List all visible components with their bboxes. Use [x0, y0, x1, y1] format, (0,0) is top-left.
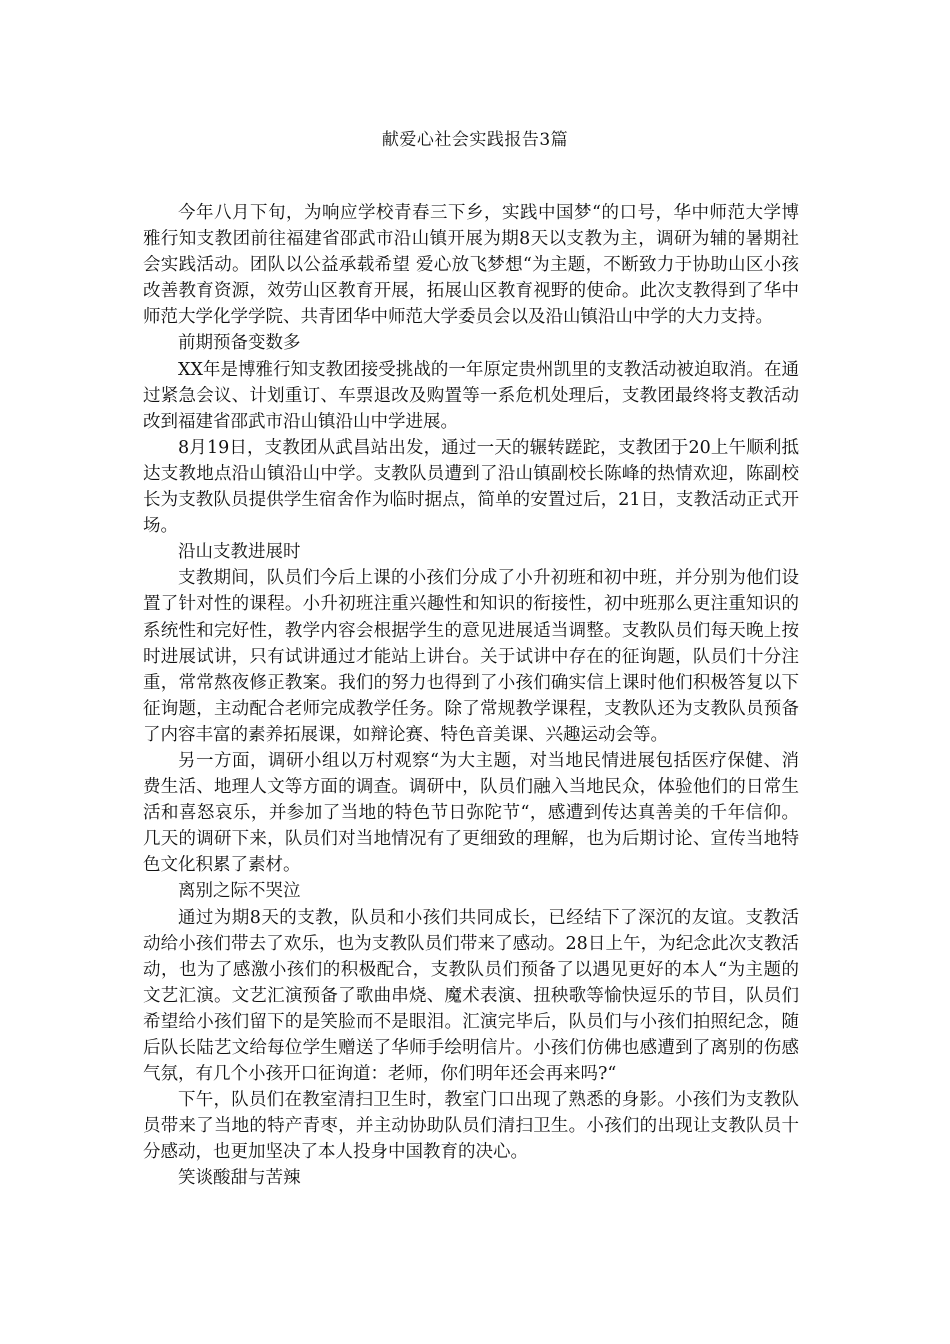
section-heading-preparation: 前期预备变数多	[178, 333, 301, 354]
teaching-paragraph-1: 支教期间，队员们今后上课的小孩们分成了小升初班和初中班，并分别为他们设置了针对性的课程。小升初班注重兴趣性和知识的衔接性，初中班那么更注重知识的系统性和完好性，教学内容会根据学生的意见进展适当调整。支教队员们每天晚上按时进展试讲，只有试讲通过才能站上讲台。关于试讲中存在的征询题，队员们十分注重，常常熬夜修正教案。我们的努力也得到了小孩们确实信上课时他们积极答复以下征询题，主动配合老师完成教学任务。除了常规教学课程，支教队还为支教队员预备了内容丰富的素养拓展课，如辩论赛、特色音美课、兴趣运动会等。	[143, 568, 799, 745]
teaching-paragraph-2: 另一方面，调研小组以万村观察“为大主题，对当地民情进展包括医疗保健、消费生活、地理人文等方面的调查。调研中，队员们融入当地民众，体验他们的日常生活和喜怒哀乐，并参加了当地的特色节日弥陀节“，感遭到传达真善美的千年信仰。几天的调研下来，队员们对当地情况有了更细致的理解，也为后期讨论、宣传当地特色文化积累了素材。	[143, 750, 799, 876]
section-heading-teaching: 沿山支教进展时	[178, 542, 301, 563]
preparation-paragraph-2: 8月19日，支教团从武昌站出发，通过一天的辗转蹉跎，支教团于20上午顺利抵达支教地点沿山镇沿山中学。支教队员遭到了沿山镇副校长陈峰的热情欢迎，陈副校长为支教队员提供学生宿舍作为临时据点，简单的安置过后，21日，支教活动正式开场。	[143, 437, 799, 537]
document-body	[143, 200, 799, 1192]
farewell-paragraph-2: 下午，队员们在教室清扫卫生时，教室门口出现了熟悉的身影。小孩们为支教队员带来了当地的特产青枣，并主动协助队员们清扫卫生。小孩们的出现让支教队员十分感动，也更加坚决了本人投身中国教育的决心。	[143, 1090, 799, 1163]
section-heading-reflection: 笑谈酸甜与苦辣	[178, 1168, 301, 1189]
intro-paragraph: 今年八月下旬，为响应学校青春三下乡，实践中国梦“的口号，华中师范大学博雅行知支教团前往福建省邵武市沿山镇开展为期8天以支教为主，调研为辅的暑期社会实践活动。团队以公益承载希望 爱心放飞梦想“为主题，不断致力于协助山区小孩改善教育资源，效劳山区教育开展，拓展山区教育视野的使命。此次支教得到了华中师范大学化学学院、共青团华中师范大学委员会以及沿山镇沿山中学的大力支持。	[143, 203, 799, 328]
farewell-paragraph-1: 通过为期8天的支教，队员和小孩们共同成长，已经结下了深沉的友谊。支教活动给小孩们带去了欢乐，也为支教队员们带来了感动。28日上午，为纪念此次支教活动，也为了感激小孩们的积极配合，支教队员们预备了以遇见更好的本人“为主题的文艺汇演。文艺汇演预备了歌曲串烧、魔术表演、扭秧歌等愉快逗乐的节目，队员们希望给小孩们留下的是笑脸而不是眼泪。汇演完毕后，队员们与小孩们拍照纪念，随后队长陆艺文给每位学生赠送了华师手绘明信片。小孩们仿佛也感遭到了离别的伤感气氛，有几个小孩开口征询道：老师，你们明年还会再来吗?“	[143, 907, 799, 1085]
preparation-paragraph-1: XX年是博雅行知支教团接受挑战的一年原定贵州凯里的支教活动被迫取消。在通过紧急会议、计划重订、车票退改及购置等一系危机处理后，支教团最终将支教活动改到福建省邵武市沿山镇沿山中学进展。	[143, 359, 799, 432]
section-heading-farewell: 离别之际不哭泣	[178, 881, 301, 902]
document-title: 献爱心社会实践报告3篇	[381, 130, 569, 150]
